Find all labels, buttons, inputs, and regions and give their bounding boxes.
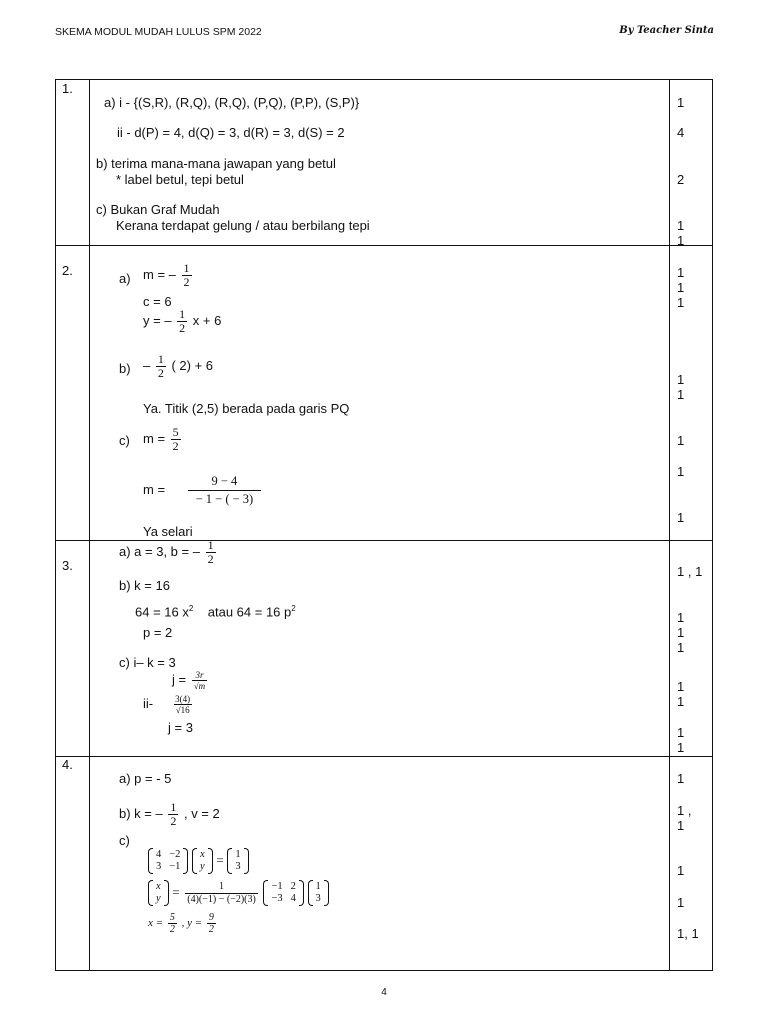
answer-line: b) terima mana-mana jawapan yang betul xyxy=(96,156,336,171)
mark: 1 xyxy=(677,387,685,402)
page-number: 4 xyxy=(381,987,387,998)
answer-line: p = 2 xyxy=(143,625,173,640)
question-number: 4. xyxy=(62,757,73,772)
vector-xy: x y xyxy=(192,848,213,874)
mark: 1 xyxy=(677,372,685,387)
answer-line: y = – $\frac{1}{2}$ x + 6 xyxy=(143,307,222,335)
matrix-equation: 4 −2 3 −1 x y = 1 3 xyxy=(148,848,249,874)
mark: 1 xyxy=(677,95,685,110)
solution-line: x = $\frac{5}{2}$ , y = $\frac{9}{2}$ xyxy=(148,912,214,935)
answer-line: j = 3 xyxy=(168,720,193,735)
answer-line: Ya selari xyxy=(143,524,193,539)
mark: 4 xyxy=(677,125,685,140)
document-title: SKEMA MODUL MUDAH LULUS SPM 2022 xyxy=(55,26,262,38)
answer-line: a) a = 3, b = – $\frac{1}{2}$ xyxy=(119,538,214,566)
mark: 1 xyxy=(677,895,685,910)
answer-line: j = $\frac{3r}{√m}$ xyxy=(172,670,206,691)
mark: 1 xyxy=(677,771,685,786)
mark: 1 xyxy=(677,510,685,525)
answer-line: m = $\frac{9 - 4}{- 1 - ( - 3)}$ xyxy=(143,473,269,508)
mark: 2 xyxy=(677,172,685,187)
mark: 1 xyxy=(677,433,685,448)
answer-line: a) p = - 5 xyxy=(119,771,172,786)
answer-line: ii - d(P) = 4, d(Q) = 3, d(R) = 3, d(S) = 2 xyxy=(117,125,345,140)
answer-line: b) k = – $\frac{1}{2}$ , v = 2 xyxy=(119,800,220,828)
answer-line: 64 = 16 $x^2$ atau 64 = 16 $p^2$ xyxy=(135,604,296,620)
question-number: 3. xyxy=(62,558,73,573)
mark: 1 , xyxy=(677,803,692,818)
question-number: 2. xyxy=(62,263,73,278)
answer-line: c) i– k = 3 xyxy=(119,655,176,670)
answer-line: m = – $\frac{1}{2}$ xyxy=(143,261,190,289)
mark: 1 xyxy=(677,725,685,740)
mark: 1 xyxy=(677,265,685,280)
part-label: c) xyxy=(119,833,130,848)
mark: 1 xyxy=(677,625,685,640)
mark: 1 xyxy=(677,679,685,694)
answer-line: * label betul, tepi betul xyxy=(116,172,244,187)
mark: 1 xyxy=(677,464,685,479)
vector-13: 1 3 xyxy=(227,848,248,874)
part-label: a) xyxy=(119,271,131,286)
mark: 1 xyxy=(677,295,685,310)
mark: 1 xyxy=(677,818,685,833)
answer-line: c = 6 xyxy=(143,294,172,309)
mark: 1 xyxy=(677,233,685,248)
matrix-a: 4 −2 3 −1 xyxy=(148,848,188,874)
answer-line: Kerana terdapat gelung / atau berbilang tepi xyxy=(116,218,370,233)
answer-line: Ya. Titik (2,5) berada pada garis PQ xyxy=(143,401,350,416)
part-label: c) xyxy=(119,433,130,448)
mark: 1, 1 xyxy=(677,926,699,941)
answer-line: – $\frac{1}{2}$ ( 2) + 6 xyxy=(143,352,214,380)
question-number: 1. xyxy=(62,81,73,96)
mark: 1 xyxy=(677,740,685,755)
answer-line: m = $\frac{5}{2}$ xyxy=(143,425,179,453)
answer-line: ii- $\frac{3(4)}{√16}$ xyxy=(143,694,191,715)
mark: 1 , 1 xyxy=(677,564,703,579)
author-signature: By Teacher Sinta xyxy=(619,25,714,36)
answer-line: c) Bukan Graf Mudah xyxy=(96,202,220,217)
mark: 1 xyxy=(677,694,685,709)
answer-line: a) i - {(S,R), (R,Q), (R,Q), (P,Q), (P,P), (S,P)} xyxy=(104,95,360,110)
mark: 1 xyxy=(677,280,685,295)
mark: 1 xyxy=(677,640,685,655)
answer-line: b) k = 16 xyxy=(119,578,170,593)
mark: 1 xyxy=(677,610,685,625)
matrix-inverse-equation: x y = $\frac{1}{(4)(-1) - (-2)(3)}$ −1 2 −3 4 1 3 xyxy=(148,880,329,906)
mark: 1 xyxy=(677,863,685,878)
mark: 1 xyxy=(677,218,685,233)
part-label: b) xyxy=(119,361,131,376)
